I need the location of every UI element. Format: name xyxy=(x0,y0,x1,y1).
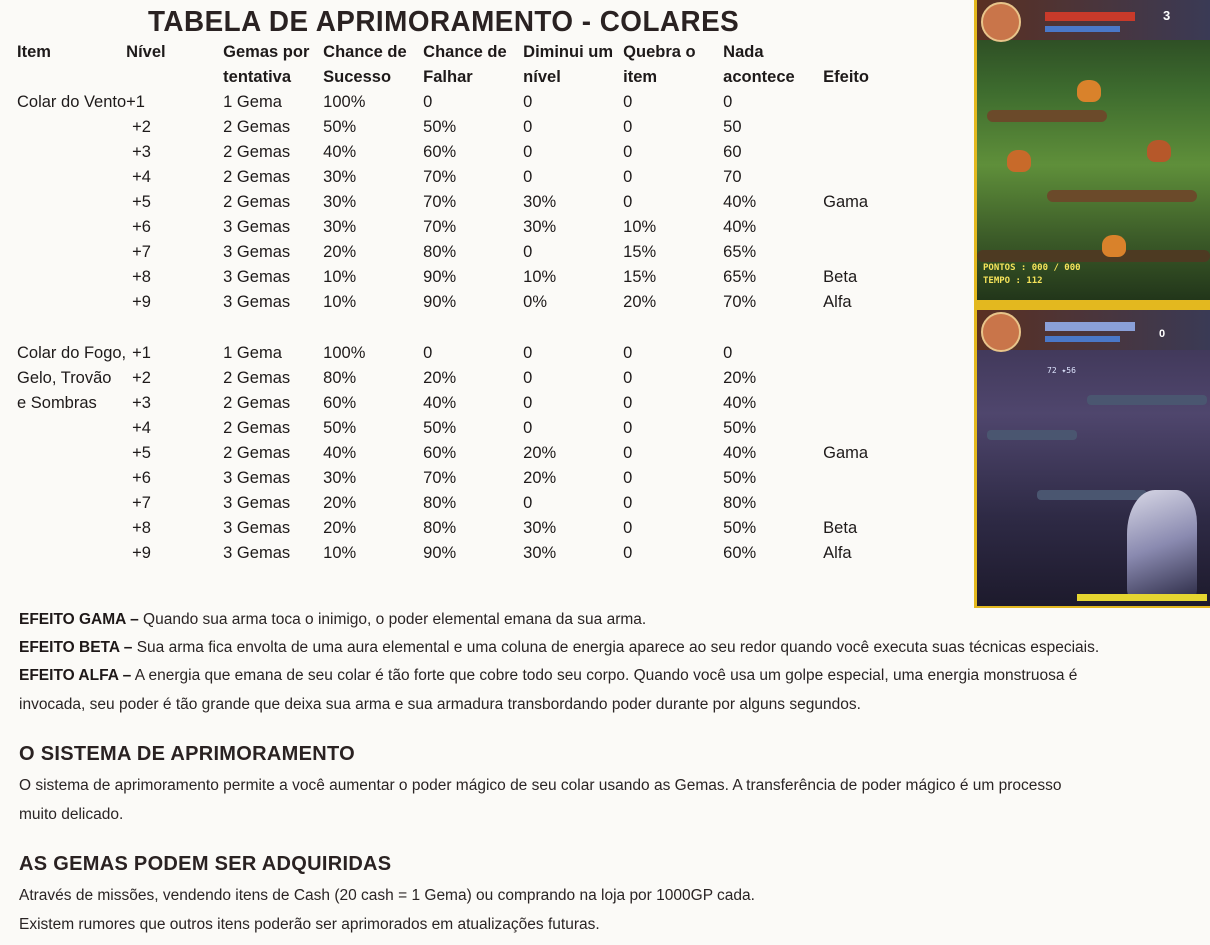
efeito-cell: Alfa xyxy=(823,293,852,311)
table-row xyxy=(17,115,903,140)
diminui-cell: 0 xyxy=(523,494,533,512)
item-cell xyxy=(17,541,126,566)
gemas-cell: 2 Gemas xyxy=(223,444,291,462)
score-readout: PONTOS : 000 / 000 TEMPO : 112 xyxy=(983,263,1081,286)
sistema-paragraph: O sistema de aprimoramento permite a você aumentar o poder mágico de seu colar usando as Gemas. A transferência de poder mágico é um processo muito delicado. xyxy=(19,777,1062,823)
col-header-nivel: Nível xyxy=(126,43,166,61)
table-row xyxy=(17,190,903,215)
item-cell xyxy=(17,290,126,315)
falhar-cell: 70% xyxy=(423,218,457,236)
sucesso-cell: 100% xyxy=(323,93,366,111)
table-row xyxy=(17,466,903,491)
stats-readout: 72 ✦56 xyxy=(1047,366,1076,375)
quebra-cell: 0 xyxy=(623,444,633,462)
quebra-cell: 15% xyxy=(623,243,657,261)
col-header-gemas: Gemas por tentativa xyxy=(223,43,310,86)
energy-bar xyxy=(1077,594,1207,601)
gemas-cell: 1 Gema xyxy=(223,344,282,362)
nada-cell: 40% xyxy=(723,444,757,462)
nada-cell: 0 xyxy=(723,344,733,362)
gemas-cell: 3 Gemas xyxy=(223,544,291,562)
nivel-cell: +1 xyxy=(132,344,151,362)
efeito-cell xyxy=(823,466,903,491)
quebra-cell: 0 xyxy=(623,544,633,562)
nada-cell: 40% xyxy=(723,193,757,211)
table-row xyxy=(17,516,903,541)
diminui-cell: 0 xyxy=(523,344,533,362)
platform xyxy=(987,110,1107,122)
table-row xyxy=(17,391,903,416)
nivel-cell: +9 xyxy=(132,293,151,311)
gemas-cell: 2 Gemas xyxy=(223,394,291,412)
nivel-cell: +2 xyxy=(132,118,151,136)
nivel-cell: +6 xyxy=(132,469,151,487)
gemas-cell: 3 Gemas xyxy=(223,243,291,261)
nada-cell: 40% xyxy=(723,394,757,412)
col-header-nada: Nada acontece xyxy=(723,43,795,86)
diminui-cell: 0% xyxy=(523,293,548,311)
gemas-cell: 2 Gemas xyxy=(223,168,291,186)
falhar-cell: 70% xyxy=(423,168,457,186)
effect-gama: EFEITO GAMA – Quando sua arma toca o inimigo, o poder elemental emana da sua arma. xyxy=(19,611,647,628)
item-cell: e Sombras xyxy=(17,394,97,412)
quebra-cell: 0 xyxy=(623,369,633,387)
diminui-cell: 0 xyxy=(523,369,533,387)
diminui-cell: 0 xyxy=(523,143,533,161)
efeito-cell xyxy=(823,240,903,265)
gemas-cell: 2 Gemas xyxy=(223,143,291,161)
gemas-cell: 1 Gema xyxy=(223,93,282,111)
sucesso-cell: 100% xyxy=(323,344,366,362)
hud-counter: 3 xyxy=(1163,8,1171,23)
table-row xyxy=(17,140,903,165)
gemas-cell: 3 Gemas xyxy=(223,293,291,311)
diminui-cell: 0 xyxy=(523,168,533,186)
nivel-cell: +6 xyxy=(132,218,151,236)
table-row xyxy=(17,441,903,466)
falhar-cell: 70% xyxy=(423,193,457,211)
sucesso-cell: 30% xyxy=(323,168,357,186)
item-cell xyxy=(17,466,126,491)
gemas-cell: 2 Gemas xyxy=(223,369,291,387)
table-row xyxy=(17,416,903,441)
quebra-cell: 10% xyxy=(623,218,657,236)
falhar-cell: 80% xyxy=(423,243,457,261)
diminui-cell: 0 xyxy=(523,419,533,437)
col-header-quebra: Quebra o item xyxy=(623,43,696,86)
diminui-cell: 30% xyxy=(523,193,557,211)
gemas-cell: 3 Gemas xyxy=(223,519,291,537)
efeito-cell: Beta xyxy=(823,268,858,286)
efeito-cell: Gama xyxy=(823,193,869,211)
col-header-sucesso: Chance de Sucesso xyxy=(323,43,407,86)
gemas-cell: 2 Gemas xyxy=(223,118,291,136)
col-header-falhar: Chance de Falhar xyxy=(423,43,507,86)
item-cell xyxy=(17,140,126,165)
table-row xyxy=(17,541,903,566)
gemas-cell: 3 Gemas xyxy=(223,469,291,487)
item-cell xyxy=(17,516,126,541)
falhar-cell: 70% xyxy=(423,469,457,487)
col-header-diminui: Diminui um nível xyxy=(523,43,614,86)
sucesso-cell: 10% xyxy=(323,544,357,562)
sucesso-cell: 60% xyxy=(323,394,357,412)
sucesso-cell: 20% xyxy=(323,519,357,537)
quebra-cell: 0 xyxy=(623,143,633,161)
item-cell xyxy=(17,265,126,290)
sucesso-cell: 30% xyxy=(323,218,357,236)
nada-cell: 60% xyxy=(723,544,757,562)
nada-cell: 65% xyxy=(723,243,757,261)
efeito-cell xyxy=(823,416,903,441)
sucesso-cell: 80% xyxy=(323,369,357,387)
sucesso-cell: 40% xyxy=(323,444,357,462)
nada-cell: 50% xyxy=(723,519,757,537)
item-cell xyxy=(17,441,126,466)
diminui-cell: 0 xyxy=(523,243,533,261)
item-cell xyxy=(17,491,126,516)
platform xyxy=(1047,190,1197,202)
group-spacer xyxy=(17,315,903,341)
falhar-cell: 60% xyxy=(423,444,457,462)
nivel-cell: +1 xyxy=(126,93,145,111)
quebra-cell: 0 xyxy=(623,519,633,537)
diminui-cell: 10% xyxy=(523,268,557,286)
nada-cell: 60 xyxy=(723,143,742,161)
nada-cell: 40% xyxy=(723,218,757,236)
efeito-cell xyxy=(823,391,903,416)
hud-counter: 0 xyxy=(1159,328,1166,340)
character-portrait xyxy=(981,2,1021,42)
quebra-cell: 0 xyxy=(623,118,633,136)
platform xyxy=(987,430,1077,440)
monster-sprite xyxy=(1077,80,1101,102)
nivel-cell: +4 xyxy=(132,419,151,437)
gemas-paragraph: Através de missões, vendendo itens de Cash (20 cash = 1 Gema) ou comprando na loja por 1000GP cada. Existem rumores que outros itens poderão ser aprimorados em atualizações futuras. xyxy=(19,887,755,933)
efeito-cell xyxy=(823,215,903,240)
effect-alfa: EFEITO ALFA – A energia que emana de seu colar é tão forte que cobre todo seu corpo. Quando você usa um golpe especial, uma energia monstruosa é invocada, seu poder é tão grande que deixa sua arma e sua armadura transbordando poder durante por alguns segundos. xyxy=(19,667,1078,713)
diminui-cell: 30% xyxy=(523,218,557,236)
efeito-cell: Alfa xyxy=(823,544,852,562)
table-row xyxy=(17,265,903,290)
section-heading-sistema: O SISTEMA DE APRIMORAMENTO xyxy=(19,743,355,765)
falhar-cell: 40% xyxy=(423,394,457,412)
nada-cell: 50% xyxy=(723,469,757,487)
quebra-cell: 20% xyxy=(623,293,657,311)
item-cell xyxy=(17,165,126,190)
diminui-cell: 30% xyxy=(523,544,557,562)
nivel-cell: +5 xyxy=(132,444,151,462)
quebra-cell: 0 xyxy=(623,394,633,412)
platform xyxy=(1037,490,1147,500)
item-cell xyxy=(17,190,126,215)
efeito-cell xyxy=(823,140,903,165)
diminui-cell: 0 xyxy=(523,118,533,136)
efeito-cell: Gama xyxy=(823,444,869,462)
table-body xyxy=(17,90,903,566)
monster-sprite xyxy=(1147,140,1171,162)
health-bar xyxy=(1045,12,1135,21)
efeito-cell xyxy=(823,115,903,140)
efeito-cell xyxy=(823,90,903,115)
falhar-cell: 0 xyxy=(423,93,433,111)
platform xyxy=(1087,395,1207,405)
table-row xyxy=(17,491,903,516)
table-row xyxy=(17,240,903,265)
sucesso-cell: 30% xyxy=(323,469,357,487)
item-cell xyxy=(17,240,126,265)
table-row xyxy=(17,90,903,115)
sucesso-cell: 10% xyxy=(323,293,357,311)
quebra-cell: 15% xyxy=(623,268,657,286)
nada-cell: 65% xyxy=(723,268,757,286)
quebra-cell: 0 xyxy=(623,344,633,362)
sucesso-cell: 20% xyxy=(323,243,357,261)
monster-sprite xyxy=(1007,150,1031,172)
mana-bar xyxy=(1045,336,1120,342)
table-row xyxy=(17,366,903,391)
gemas-cell: 2 Gemas xyxy=(223,419,291,437)
item-cell xyxy=(17,115,126,140)
col-header-efeito: Efeito xyxy=(823,68,870,86)
item-cell: Colar do Vento xyxy=(17,93,127,111)
nada-cell: 70% xyxy=(723,293,757,311)
game-screenshots-panel xyxy=(974,0,1210,608)
efeito-cell xyxy=(823,366,903,391)
nivel-cell: +3 xyxy=(132,143,151,161)
quebra-cell: 0 xyxy=(623,93,633,111)
page-title: TABELA DE APRIMORAMENTO - COLARES xyxy=(148,6,740,38)
item-cell xyxy=(17,215,126,240)
table-row xyxy=(17,290,903,315)
nivel-cell: +9 xyxy=(132,544,151,562)
falhar-cell: 90% xyxy=(423,544,457,562)
falhar-cell: 90% xyxy=(423,293,457,311)
nada-cell: 50 xyxy=(723,118,742,136)
efeito-cell xyxy=(823,165,903,190)
quebra-cell: 0 xyxy=(623,168,633,186)
warrior-sprite xyxy=(1127,490,1197,600)
nivel-cell: +5 xyxy=(132,193,151,211)
quebra-cell: 0 xyxy=(623,469,633,487)
sucesso-cell: 50% xyxy=(323,118,357,136)
ground xyxy=(977,250,1210,262)
table-row xyxy=(17,341,903,366)
diminui-cell: 20% xyxy=(523,444,557,462)
sucesso-cell: 20% xyxy=(323,494,357,512)
falhar-cell: 80% xyxy=(423,519,457,537)
efeito-cell: Beta xyxy=(823,519,858,537)
table-row xyxy=(17,165,903,190)
falhar-cell: 90% xyxy=(423,268,457,286)
sucesso-cell: 40% xyxy=(323,143,357,161)
game-screenshot-forest xyxy=(977,0,1210,300)
item-cell: Colar do Fogo, xyxy=(17,344,127,362)
monster-sprite xyxy=(1102,235,1126,257)
nivel-cell: +7 xyxy=(132,243,151,261)
nivel-cell: +8 xyxy=(132,519,151,537)
quebra-cell: 0 xyxy=(623,193,633,211)
quebra-cell: 0 xyxy=(623,419,633,437)
efeito-cell xyxy=(823,491,903,516)
diminui-cell: 30% xyxy=(523,519,557,537)
character-portrait xyxy=(981,312,1021,352)
mana-bar xyxy=(1045,26,1120,32)
game-hud xyxy=(977,0,1210,40)
col-header-item: Item xyxy=(17,43,51,61)
nada-cell: 20% xyxy=(723,369,757,387)
gemas-cell: 3 Gemas xyxy=(223,268,291,286)
upgrade-table xyxy=(17,40,903,566)
game-screenshot-dungeon xyxy=(977,310,1210,606)
falhar-cell: 80% xyxy=(423,494,457,512)
nivel-cell: +8 xyxy=(132,268,151,286)
table-row xyxy=(17,215,903,240)
sucesso-cell: 30% xyxy=(323,193,357,211)
nivel-cell: +4 xyxy=(132,168,151,186)
nada-cell: 0 xyxy=(723,93,733,111)
nivel-cell: +3 xyxy=(132,394,151,412)
quebra-cell: 0 xyxy=(623,494,633,512)
nada-cell: 80% xyxy=(723,494,757,512)
sucesso-cell: 10% xyxy=(323,268,357,286)
effect-beta: EFEITO BETA – Sua arma fica envolta de uma aura elemental e uma coluna de energia aparece ao seu redor quando você executa suas técnicas especiais. xyxy=(19,639,1100,656)
falhar-cell: 0 xyxy=(423,344,433,362)
nada-cell: 50% xyxy=(723,419,757,437)
table-header-row xyxy=(17,40,903,90)
section-heading-gemas: AS GEMAS PODEM SER ADQUIRIDAS xyxy=(19,853,392,875)
nivel-cell: +2 xyxy=(132,369,151,387)
falhar-cell: 20% xyxy=(423,369,457,387)
falhar-cell: 60% xyxy=(423,143,457,161)
nivel-cell: +7 xyxy=(132,494,151,512)
sucesso-cell: 50% xyxy=(323,419,357,437)
diminui-cell: 0 xyxy=(523,93,533,111)
nada-cell: 70 xyxy=(723,168,742,186)
gemas-cell: 2 Gemas xyxy=(223,193,291,211)
item-cell: Gelo, Trovão xyxy=(17,369,112,387)
gemas-cell: 3 Gemas xyxy=(223,218,291,236)
diminui-cell: 20% xyxy=(523,469,557,487)
gemas-cell: 3 Gemas xyxy=(223,494,291,512)
diminui-cell: 0 xyxy=(523,394,533,412)
falhar-cell: 50% xyxy=(423,419,457,437)
item-cell xyxy=(17,416,126,441)
health-bar xyxy=(1045,322,1135,331)
falhar-cell: 50% xyxy=(423,118,457,136)
efeito-cell xyxy=(823,341,903,366)
game-hud xyxy=(977,310,1210,350)
